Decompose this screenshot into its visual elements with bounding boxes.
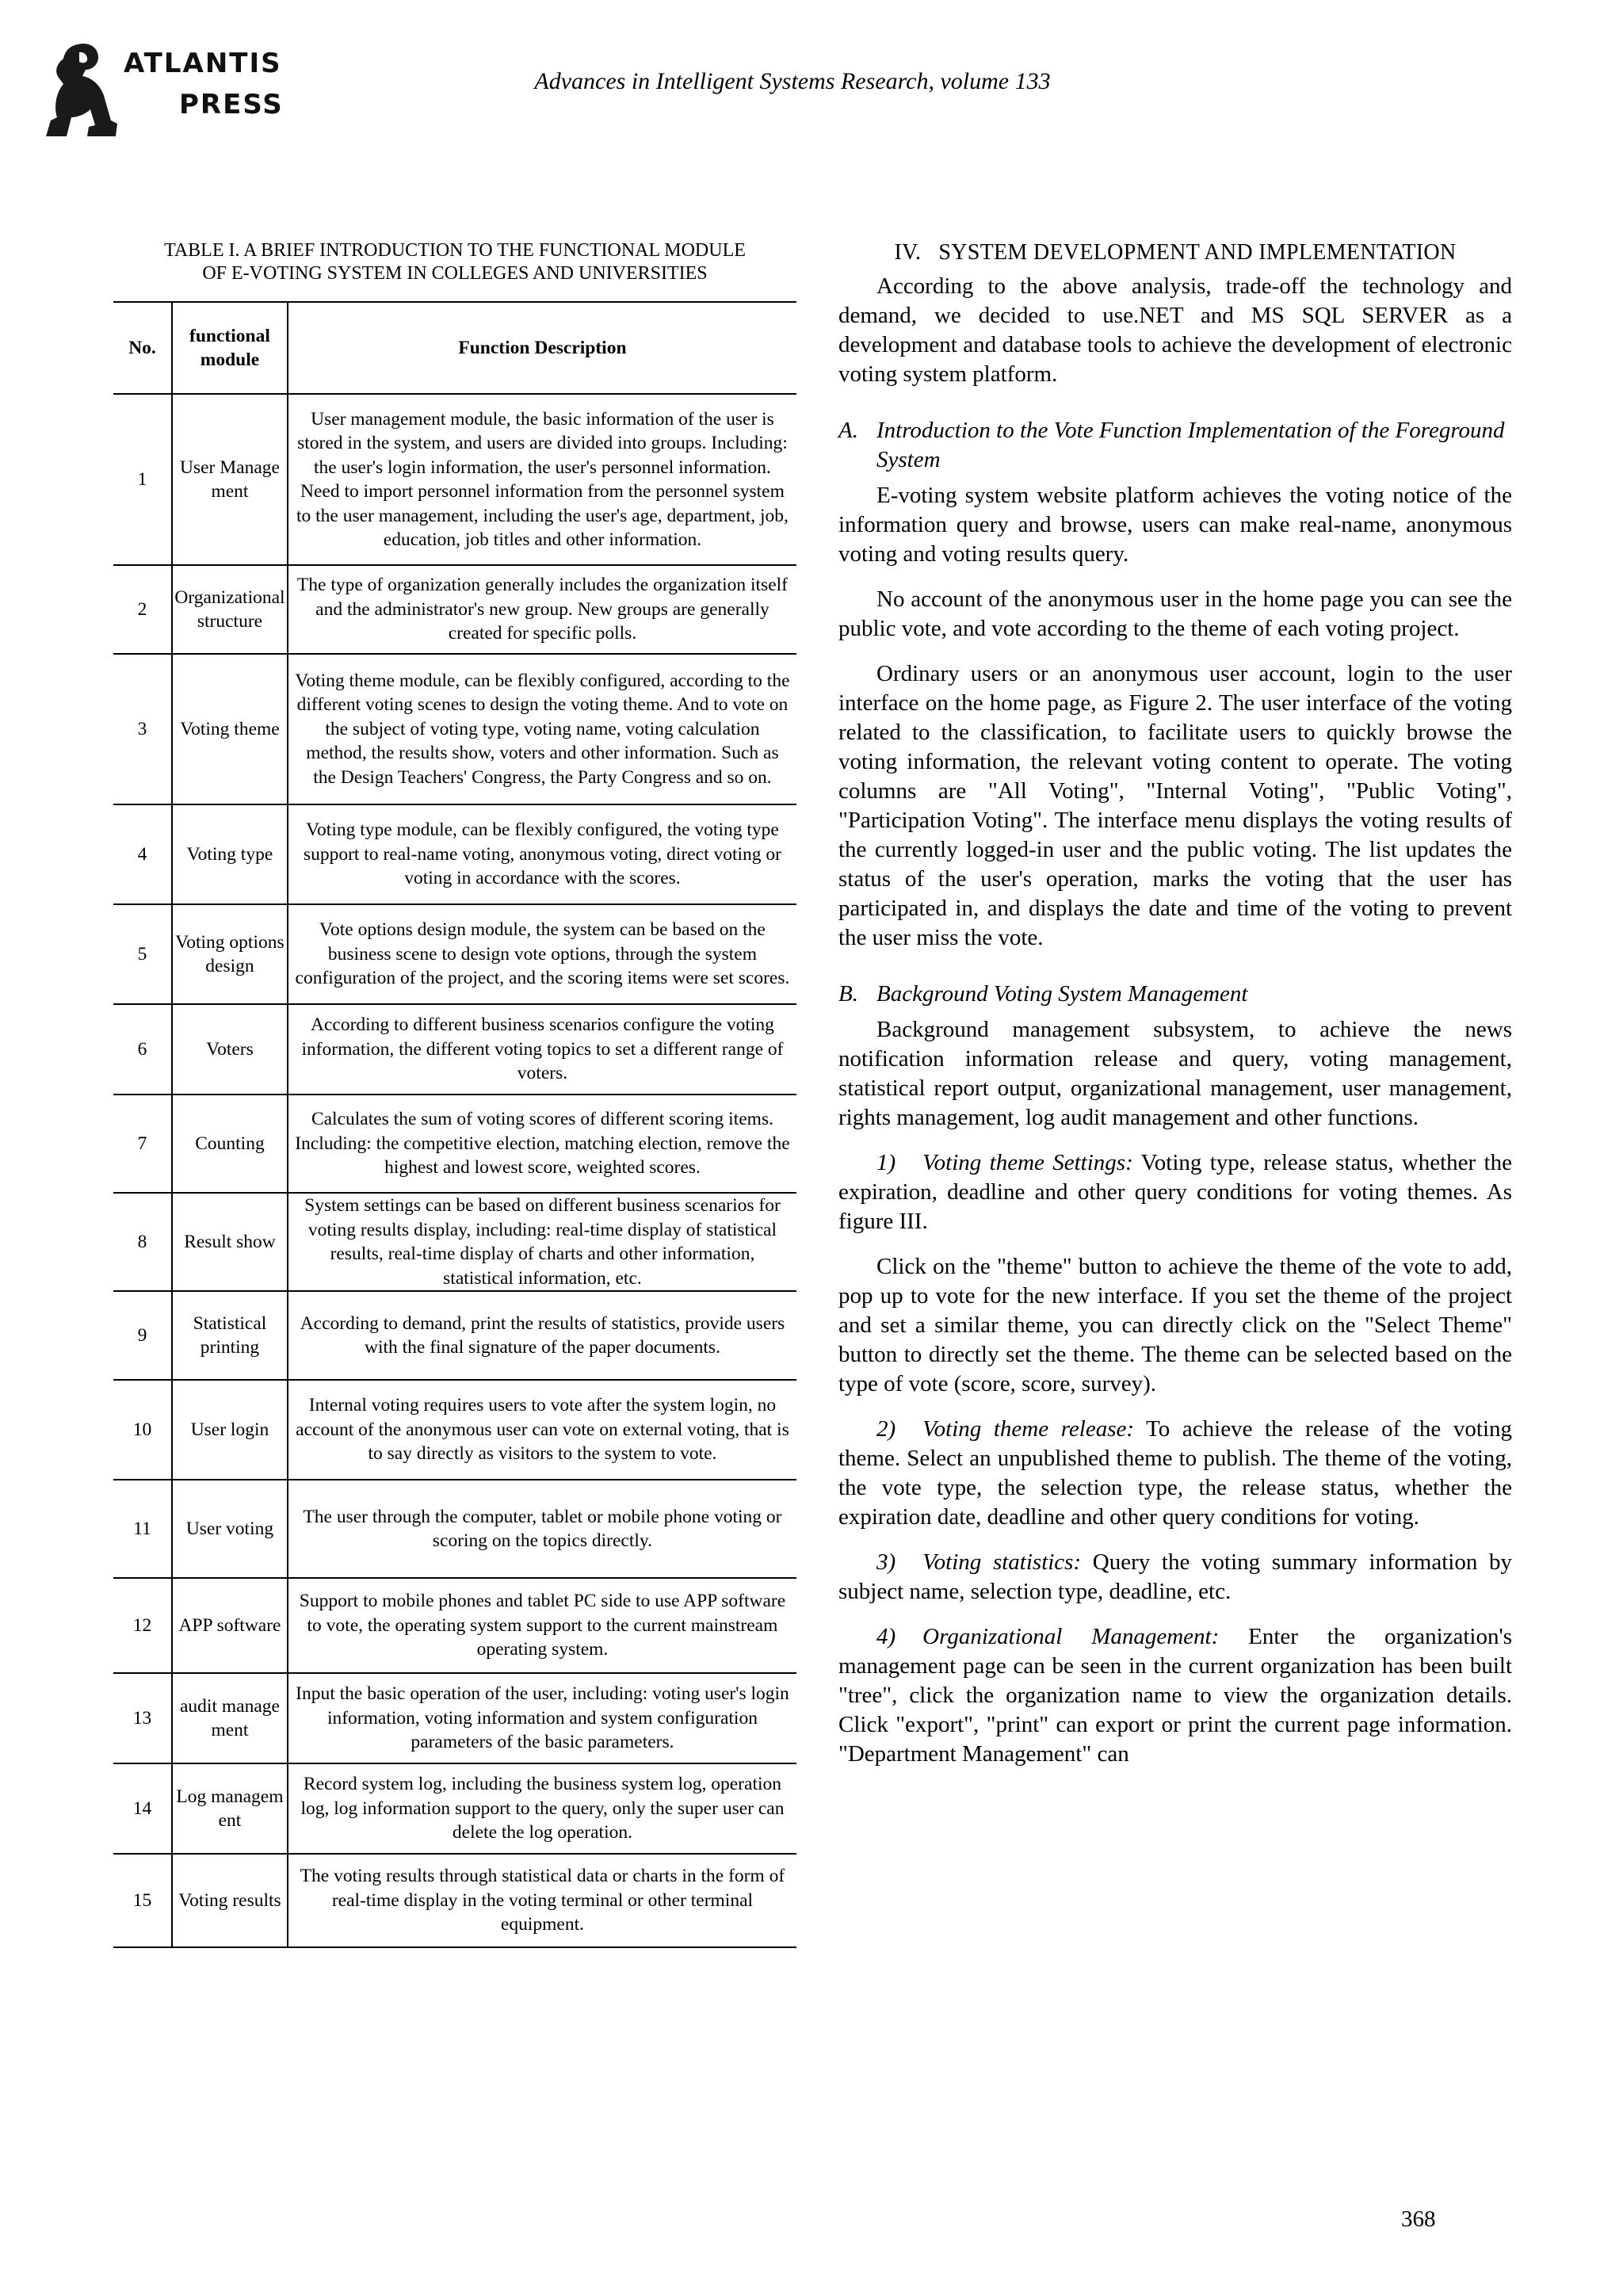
row-number: 1 [113, 394, 172, 565]
row-description: User management module, the basic information of the user is stored in the system, and users are divided into groups. Including: the user's login information, the user's personnel information. Need to import personnel information from the personnel system to the user management, including the user's age, department, job, education, job titles and other information. [288, 394, 796, 565]
thinker-icon [40, 41, 119, 141]
item-4-label: 4) [876, 1624, 896, 1649]
row-module: Log management [172, 1763, 288, 1854]
table-header-row [113, 302, 796, 394]
row-number: 12 [113, 1578, 172, 1673]
row-number: 10 [113, 1380, 172, 1480]
row-number: 13 [113, 1673, 172, 1763]
header-no: No. [113, 302, 172, 394]
subsection-a-label: A. [838, 418, 858, 443]
row-description: Calculates the sum of voting scores of different scoring items. Including: the competitive election, matching election, remove the highest and lowest score, weighted scores. [288, 1095, 796, 1193]
row-number: 15 [113, 1854, 172, 1947]
item-3-title: Voting statistics: [922, 1549, 1082, 1575]
item-2-text: To achieve the release of the voting theme. Select an unpublished theme to publish. The theme of the voting, the vote type, the selection type, the release status, whether the expiration date, deadline and other query conditions for voting. [838, 1416, 1513, 1530]
page-header [0, 0, 1623, 159]
table-caption-line2: OF E-VOTING SYSTEM IN COLLEGES AND UNIVERSITIES [202, 263, 708, 284]
table-row [113, 1854, 796, 1947]
row-number: 3 [113, 654, 172, 804]
row-module: Voting theme [172, 654, 288, 804]
subsection-b-label: B. [838, 981, 858, 1007]
table-row [113, 1480, 796, 1578]
subsection-a-paragraph-2: No account of the anonymous user in the home page you can see the public vote, and vote according to the theme of each voting project. [838, 586, 1512, 641]
item-2-title: Voting theme release: [922, 1416, 1135, 1442]
section-title: SYSTEM DEVELOPMENT AND IMPLEMENTATION [938, 240, 1457, 265]
row-description: Record system log, including the business system log, operation log, log information support to the query, only the super user can delete the log operation. [288, 1763, 796, 1854]
table-caption [114, 239, 796, 285]
section-intro: According to the above analysis, trade-off the technology and demand, we decided to use.NET and MS SQL SERVER as a development and database tools to achieve the development of electronic voting system platform. [838, 273, 1512, 387]
table-row [113, 1193, 796, 1291]
table-caption-line1: TABLE I. A BRIEF INTRODUCTION TO THE FUNCTIONAL MODULE [164, 240, 746, 261]
subsection-a-paragraph-3: Ordinary users or an anonymous user account, login to the user interface on the home page, as Figure 2. The user interface of the voting related to the classification, to facilitate users to quickly browse the voting information, the relevant voting content to operate. The voting columns are "All Voting", "Internal Voting", "Public Voting", "Participation Voting". The interface menu displays the voting results of the currently logged-in user and the public voting. The list updates the status of the user's operation, marks the voting that the user has participated in, and displays the date and time of the voting to prevent the user miss the vote. [838, 661, 1512, 950]
item-1-text: Voting type, release status, whether the expiration, deadline and other query conditions for voting themes. As figure III. [838, 1150, 1512, 1234]
table-row [113, 394, 796, 565]
row-description: System settings can be based on different business scenarios for voting results display, including: real-time display of statistical results, real-time display of charts and other information, statistical information, etc. [288, 1193, 796, 1291]
row-module: Voters [172, 1004, 288, 1095]
table-row [113, 1673, 796, 1763]
row-number: 4 [113, 804, 172, 904]
row-description: The type of organization generally includes the organization itself and the administrator's new group. New groups are generally created for specific polls. [288, 565, 796, 654]
item-3-paragraph [838, 1548, 1512, 1606]
table-row [113, 1380, 796, 1480]
item-2-label: 2) [876, 1416, 896, 1442]
row-description: Voting theme module, can be flexibly configured, according to the different voting scenes to design the voting theme. And to vote on the subject of voting type, voting name, voting calculation method, the results show, voters and other information. Such as the Design Teachers' Congress, the Party Congress and so on. [288, 654, 796, 804]
functional-module-table [113, 301, 796, 1948]
header-module: functional module [172, 302, 288, 394]
item-1-paragraph [838, 1148, 1512, 1236]
subsection-a-heading [838, 416, 1512, 475]
section-heading [838, 238, 1512, 267]
atlantis-press-logo [40, 41, 293, 144]
row-module: Voting type [172, 804, 288, 904]
row-number: 5 [113, 904, 172, 1004]
item-3-text: Query the voting summary information by subject name, selection type, deadline, etc. [838, 1549, 1512, 1604]
row-module: Voting results [172, 1854, 288, 1947]
table-row [113, 804, 796, 904]
item-1-paragraph-2: Click on the "theme" button to achieve the theme of the vote to add, pop up to vote for the new interface. If you set the theme of the project and set a similar theme, you can directly click on the "Select Theme" button to directly set the theme. The theme can be selected based on the type of vote (score, score, survey). [838, 1254, 1512, 1396]
row-description: Input the basic operation of the user, including: voting user's login information, voting information and system configuration parameters of the basic parameters. [288, 1673, 796, 1763]
table-row [113, 565, 796, 654]
row-number: 14 [113, 1763, 172, 1854]
row-module: APP software [172, 1578, 288, 1673]
row-description: The voting results through statistical data or charts in the form of real-time display in the voting terminal or other terminal equipment. [288, 1854, 796, 1947]
row-module: Counting [172, 1095, 288, 1193]
table-row [113, 654, 796, 804]
row-module: Statistical printing [172, 1291, 288, 1380]
row-module: User voting [172, 1480, 288, 1578]
table-row [113, 1763, 796, 1854]
row-number: 2 [113, 565, 172, 654]
row-description: Support to mobile phones and tablet PC side to use APP software to vote, the operating system support to the current mainstream operating system. [288, 1578, 796, 1673]
item-4-title: Organizational Management: [922, 1624, 1220, 1649]
row-number: 9 [113, 1291, 172, 1380]
row-module: User login [172, 1380, 288, 1480]
right-column [838, 238, 1512, 1785]
row-number: 7 [113, 1095, 172, 1193]
journal-title: Advances in Intelligent Systems Research, volume 133 [534, 68, 1051, 94]
row-description: Voting type module, can be flexibly configured, the voting type support to real-name voting, anonymous voting, direct voting or voting in accordance with the scores. [288, 804, 796, 904]
row-number: 6 [113, 1004, 172, 1095]
item-4-text: Enter the organization's management page can be seen in the current organization has been built "tree", click the organization name to view the organization details. Click "export", "print" can export or print the current page information. "Department Management" can [838, 1624, 1512, 1767]
row-number: 8 [113, 1193, 172, 1291]
subsection-b-title: Background Voting System Management [876, 981, 1248, 1007]
table-row [113, 904, 796, 1004]
row-module: audit management [172, 1673, 288, 1763]
row-description: Vote options design module, the system can be based on the business scene to design vote options, through the system configuration of the project, and the scoring items were set scores. [288, 904, 796, 1004]
subsection-b-paragraph-1: Background management subsystem, to achieve the news notification information release and query, voting management, statistical report output, organizational management, user management, rights management, log audit management and other functions. [838, 1017, 1512, 1130]
item-4-paragraph [838, 1622, 1512, 1769]
row-module: Organizational structure [172, 565, 288, 654]
item-2-paragraph [838, 1415, 1512, 1532]
header-description: Function Description [288, 302, 796, 394]
row-module: Result show [172, 1193, 288, 1291]
table-row [113, 1291, 796, 1380]
page-number: 368 [1401, 2206, 1436, 2232]
row-module: Voting options design [172, 904, 288, 1004]
subsection-a-title: Introduction to the Vote Function Implementation of the Foreground System [876, 418, 1505, 472]
row-description: The user through the computer, tablet or mobile phone voting or scoring on the topics directly. [288, 1480, 796, 1578]
row-number: 11 [113, 1480, 172, 1578]
item-1-label: 1) [876, 1150, 896, 1175]
table-row [113, 1578, 796, 1673]
item-1-title: Voting theme Settings: [922, 1150, 1133, 1175]
logo-text-line2: PRESS [179, 89, 284, 120]
row-description: According to different business scenarios configure the voting information, the different voting topics to set a different range of voters. [288, 1004, 796, 1095]
section-number: IV. [894, 240, 922, 265]
subsection-a-paragraph-1: E-voting system website platform achieves the voting notice of the information query and browse, users can make real-name, anonymous voting and voting results query. [838, 483, 1512, 567]
table-row [113, 1004, 796, 1095]
table-row [113, 1095, 796, 1193]
row-description: According to demand, print the results of statistics, provide users with the final signature of the paper documents. [288, 1291, 796, 1380]
row-module: User Management [172, 394, 288, 565]
subsection-b-heading [838, 980, 1512, 1009]
item-3-label: 3) [876, 1549, 896, 1575]
logo-text-line1: ATLANTIS [124, 48, 282, 79]
row-description: Internal voting requires users to vote after the system login, no account of the anonymous user can vote on external voting, that is to say directly as visitors to the system to vote. [288, 1380, 796, 1480]
